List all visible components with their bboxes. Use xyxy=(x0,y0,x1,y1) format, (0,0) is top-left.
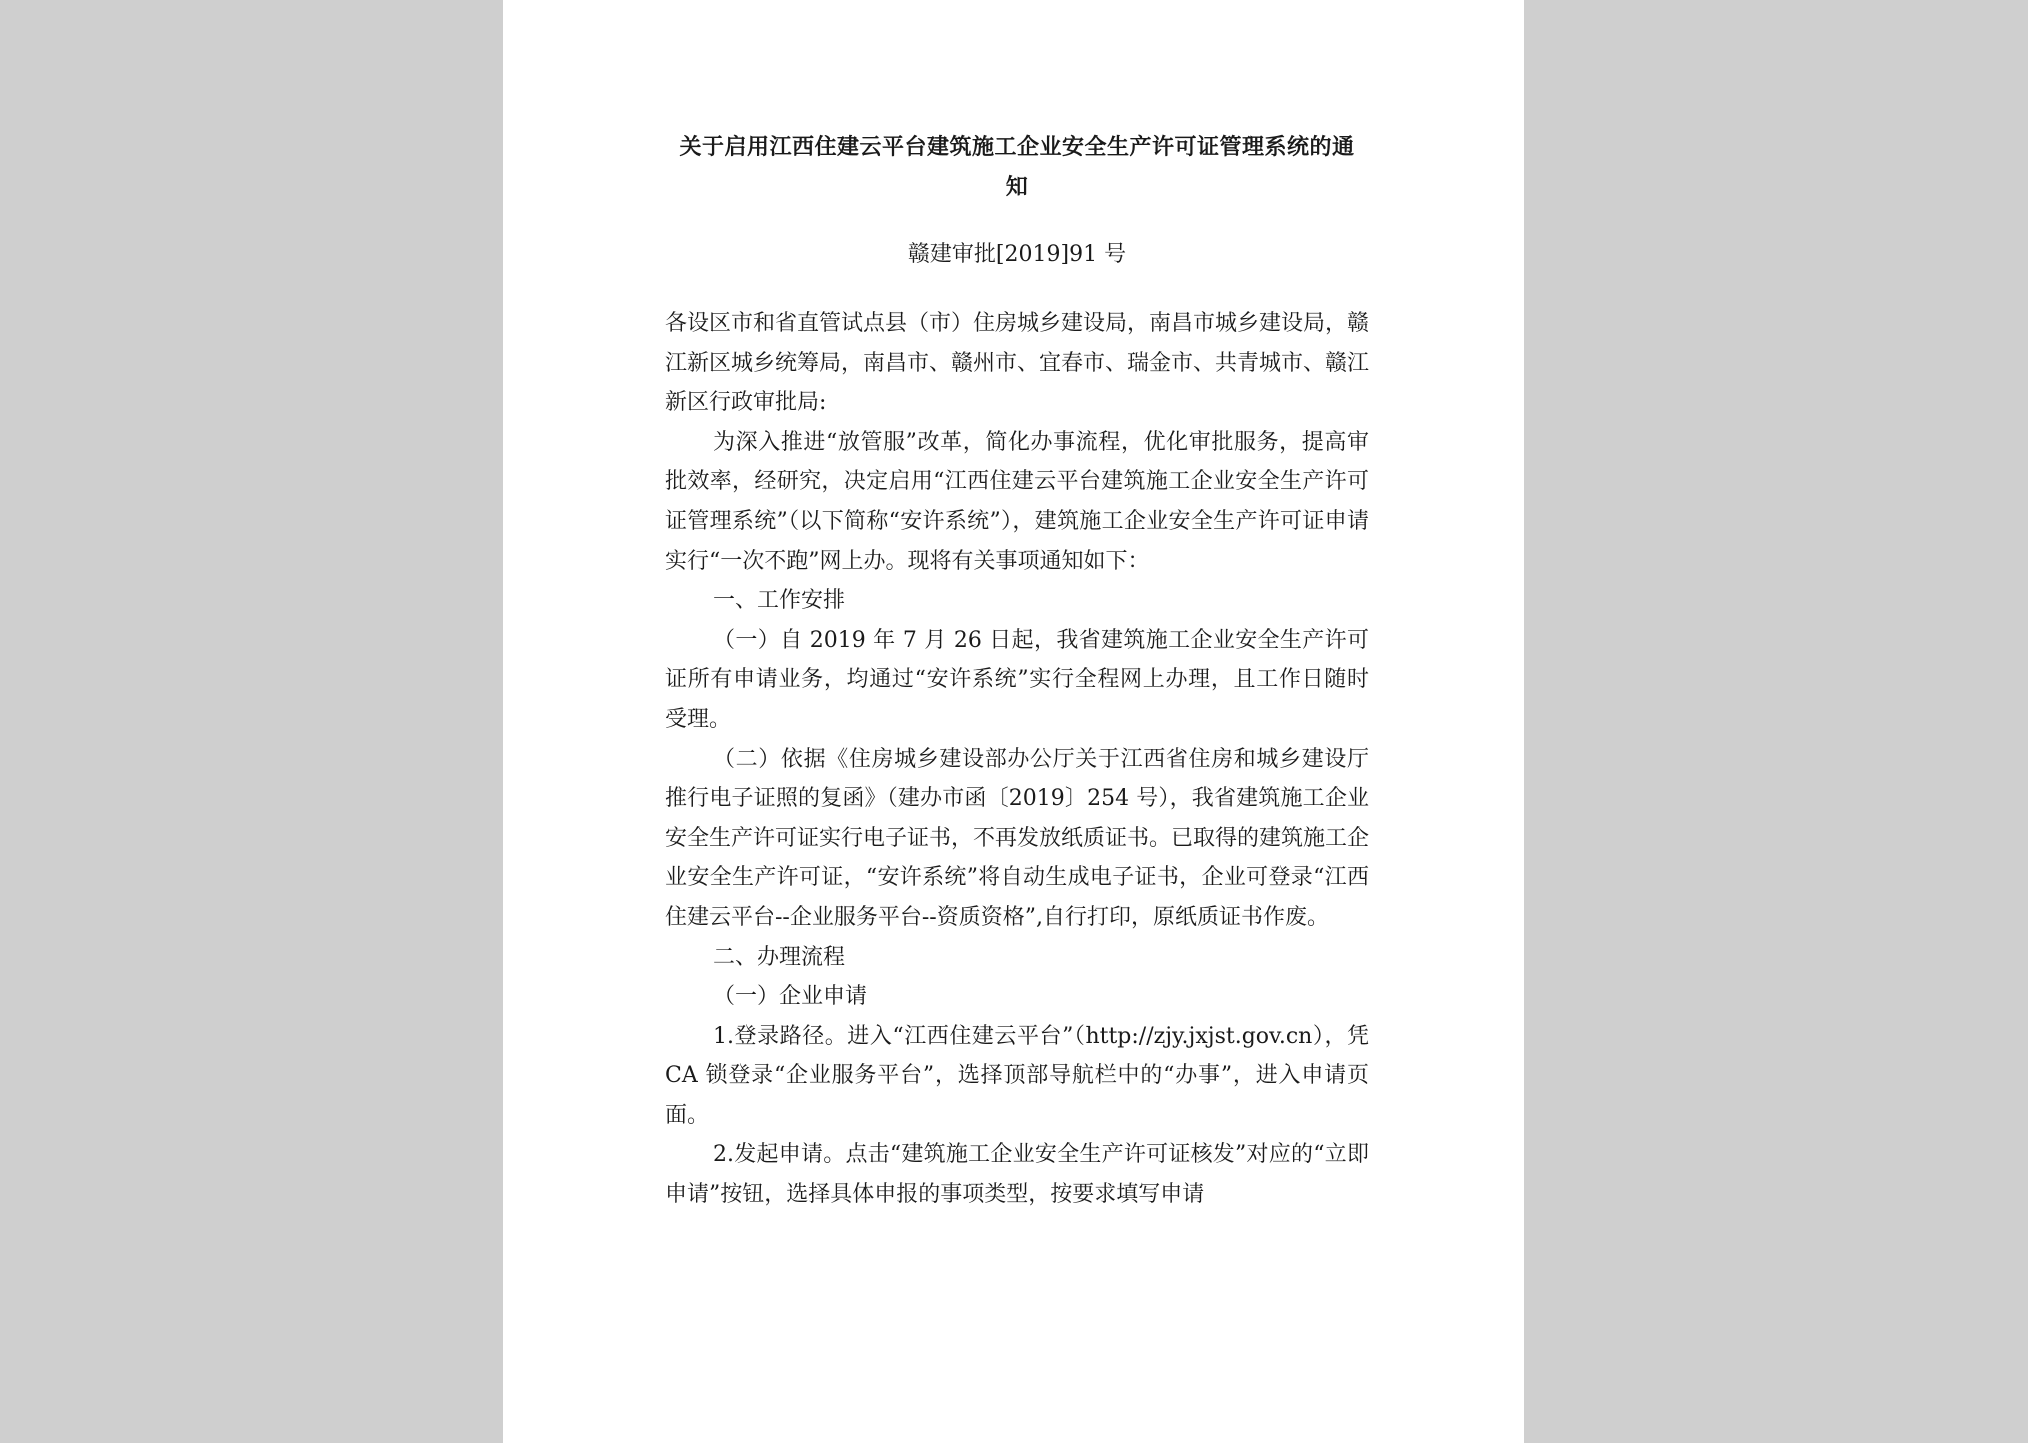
body-paragraph: 为深入推进“放管服”改革，简化办事流程，优化审批服务，提高审批效率，经研究，决定启用“江西住建云平台建筑施工企业安全生产许可证管理系统”（以下简称“安许系统”），建筑施工企业安全生产许可证申请实行“一次不跑”网上办。现将有关事项通知如下： xyxy=(665,429,1369,574)
document-number: 赣建审批[2019]91 号 xyxy=(907,242,1127,267)
page-content xyxy=(665,128,1369,1215)
body-paragraph: 1.登录路径。进入“江西住建云平台”（http://zjy.jxjst.gov.cn），凭 CA 锁登录“企业服务平台”，选择顶部导航栏中的“办事”，进入申请页面。 xyxy=(665,1023,1369,1128)
body-paragraph: 2.发起申请。点击“建筑施工企业安全生产许可证核发”对应的“立即申请”按钮，选择具体申报的事项类型，按要求填写申请 xyxy=(665,1142,1369,1208)
document-page xyxy=(503,0,1524,1443)
document-title: 关于启用江西住建云平台建筑施工企业安全生产许可证管理系统的通知 xyxy=(679,135,1355,200)
subsection-heading: （一）企业申请 xyxy=(713,984,868,1010)
section-heading: 二、办理流程 xyxy=(713,944,846,970)
addressee-paragraph: 各设区市和省直管试点县（市）住房城乡建设局，南昌市城乡建设局，赣江新区城乡统筹局，南昌市、赣州市、宜春市、瑞金市、共青城市、赣江新区行政审批局: xyxy=(665,311,1370,416)
section-heading: 一、工作安排 xyxy=(713,588,846,614)
body-paragraph: （一）自 2019 年 7 月 26 日起，我省建筑施工企业安全生产许可证所有申请业务，均通过“安许系统”实行全程网上办理，且工作日随时受理。 xyxy=(665,627,1369,732)
body-paragraph: （二）依据《住房城乡建设部办公厅关于江西省住房和城乡建设厅推行电子证照的复函》（建办市函〔2019〕254 号），我省建筑施工企业安全生产许可证实行电子证书，不再发放纸质证书。已取得的建筑施工企业安全生产许可证，“安许系统”将自动生成电子证书，企业可登录“江西住建云平台--企业服务平台--资质资格”,自行打印，原纸质证书作废。 xyxy=(665,746,1370,930)
